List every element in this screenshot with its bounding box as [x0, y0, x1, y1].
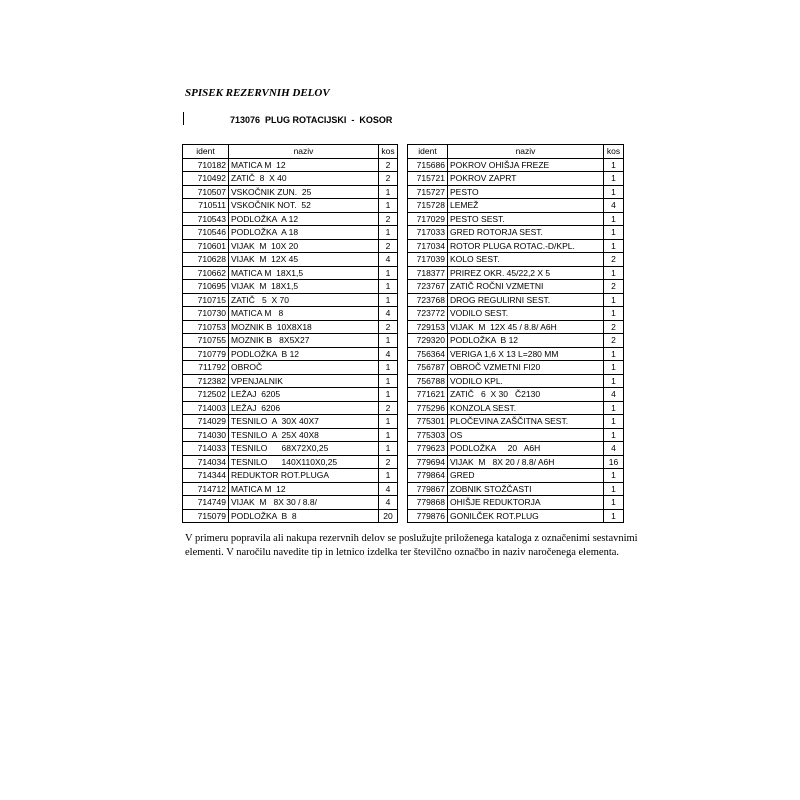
- part-ident-cell: 779867: [408, 482, 448, 496]
- part-name-cell: PODLOŽKA A 12: [229, 212, 379, 226]
- part-name-cell: PODLOŽKA B 12: [229, 347, 379, 361]
- part-quantity-cell: 1: [604, 347, 624, 361]
- table-row: [408, 482, 624, 496]
- part-ident-cell: 710546: [183, 226, 229, 240]
- part-quantity-cell: 1: [379, 374, 398, 388]
- part-quantity-cell: 2: [604, 253, 624, 267]
- table-row: [408, 158, 624, 172]
- part-quantity-cell: 1: [604, 509, 624, 523]
- part-quantity-cell: 2: [604, 320, 624, 334]
- part-ident-cell: 779623: [408, 442, 448, 456]
- part-quantity-cell: 16: [604, 455, 624, 469]
- parts-table-right: [407, 144, 624, 523]
- part-quantity-cell: 2: [604, 280, 624, 294]
- part-quantity-cell: 1: [604, 266, 624, 280]
- part-name-cell: VODILO SEST.: [448, 307, 604, 321]
- part-quantity-cell: 1: [379, 334, 398, 348]
- table-row: [183, 293, 398, 307]
- part-ident-cell: 714003: [183, 401, 229, 415]
- part-name-cell: MOZNIK B 8X5X27: [229, 334, 379, 348]
- table-row: [408, 266, 624, 280]
- part-ident-cell: 717029: [408, 212, 448, 226]
- part-quantity-cell: 1: [379, 226, 398, 240]
- part-name-cell: PODLOŽKA A 18: [229, 226, 379, 240]
- table-row: [183, 442, 398, 456]
- part-name-cell: OHIŠJE REDUKTORJA: [448, 496, 604, 510]
- part-ident-cell: 715727: [408, 185, 448, 199]
- part-quantity-cell: 1: [379, 361, 398, 375]
- part-ident-cell: 710730: [183, 307, 229, 321]
- part-name-cell: VERIGA 1,6 X 13 L=280 MM: [448, 347, 604, 361]
- part-name-cell: MATICA M 12: [229, 482, 379, 496]
- part-ident-cell: 710543: [183, 212, 229, 226]
- table-row: [183, 415, 398, 429]
- part-name-cell: REDUKTOR ROT.PLUGA: [229, 469, 379, 483]
- part-name-cell: KONZOLA SEST.: [448, 401, 604, 415]
- part-name-cell: VIJAK M 10X 20: [229, 239, 379, 253]
- table-row: [408, 469, 624, 483]
- part-name-cell: ROTOR PLUGA ROTAC.-D/KPL.: [448, 239, 604, 253]
- part-name-cell: ZOBNIK STOŽČASTI: [448, 482, 604, 496]
- table-row: [408, 239, 624, 253]
- table-row: [183, 347, 398, 361]
- table-row: [408, 226, 624, 240]
- part-quantity-cell: 1: [379, 266, 398, 280]
- part-ident-cell: 779868: [408, 496, 448, 510]
- part-quantity-cell: 2: [379, 172, 398, 186]
- part-ident-cell: 710507: [183, 185, 229, 199]
- part-ident-cell: 714712: [183, 482, 229, 496]
- part-ident-cell: 775303: [408, 428, 448, 442]
- part-ident-cell: 779876: [408, 509, 448, 523]
- part-quantity-cell: 1: [604, 374, 624, 388]
- part-name-cell: KOLO SEST.: [448, 253, 604, 267]
- part-quantity-cell: 4: [604, 442, 624, 456]
- part-quantity-cell: 1: [604, 469, 624, 483]
- part-ident-cell: 711792: [183, 361, 229, 375]
- table-row: [408, 172, 624, 186]
- part-ident-cell: 714344: [183, 469, 229, 483]
- part-quantity-cell: 2: [379, 455, 398, 469]
- product-subtitle: 713076 PLUG ROTACIJSKI - KOSOR: [230, 115, 393, 125]
- part-ident-cell: 710715: [183, 293, 229, 307]
- part-name-cell: ZATIČ ROČNI VZMETNI: [448, 280, 604, 294]
- column-header-ident: ident: [183, 145, 229, 159]
- part-name-cell: OBROČ VZMETNI FI20: [448, 361, 604, 375]
- part-quantity-cell: 4: [379, 307, 398, 321]
- part-quantity-cell: 4: [604, 199, 624, 213]
- part-quantity-cell: 2: [604, 334, 624, 348]
- part-ident-cell: 715721: [408, 172, 448, 186]
- part-ident-cell: 710182: [183, 158, 229, 172]
- part-ident-cell: 756788: [408, 374, 448, 388]
- part-name-cell: ZATIČ 5 X 70: [229, 293, 379, 307]
- ordering-note: V primeru popravila ali nakupa rezervnih delov se poslužujte priloženega kataloga z označenimi sestavnimi elementi. V naročilu navedite tip in letnico izdelka ter številčno označbo in naziv naročenega elementa.: [185, 533, 638, 558]
- part-quantity-cell: 1: [379, 293, 398, 307]
- part-ident-cell: 715728: [408, 199, 448, 213]
- part-ident-cell: 714033: [183, 442, 229, 456]
- part-quantity-cell: 1: [604, 185, 624, 199]
- part-quantity-cell: 2: [379, 320, 398, 334]
- part-quantity-cell: 1: [604, 172, 624, 186]
- part-quantity-cell: 2: [379, 212, 398, 226]
- part-name-cell: VSKOČNIK NOT. 52: [229, 199, 379, 213]
- table-row: [408, 415, 624, 429]
- part-name-cell: MATICA M 12: [229, 158, 379, 172]
- part-quantity-cell: 1: [604, 158, 624, 172]
- part-quantity-cell: 1: [604, 226, 624, 240]
- part-name-cell: LEŽAJ 6205: [229, 388, 379, 402]
- part-quantity-cell: 1: [379, 280, 398, 294]
- part-name-cell: PODLOŽKA B 8: [229, 509, 379, 523]
- part-ident-cell: 710755: [183, 334, 229, 348]
- table-row: [408, 361, 624, 375]
- table-row: [183, 428, 398, 442]
- table-row: [183, 496, 398, 510]
- part-ident-cell: 712502: [183, 388, 229, 402]
- part-name-cell: TESNILO 140X110X0,25: [229, 455, 379, 469]
- part-quantity-cell: 4: [379, 482, 398, 496]
- column-header-kos: kos: [379, 145, 398, 159]
- parts-table-left: [182, 144, 398, 523]
- part-ident-cell: 717033: [408, 226, 448, 240]
- table-row: [408, 293, 624, 307]
- part-name-cell: VIJAK M 12X 45 / 8.8/ A6H: [448, 320, 604, 334]
- part-name-cell: DROG REGULIRNI SEST.: [448, 293, 604, 307]
- part-ident-cell: 710601: [183, 239, 229, 253]
- part-quantity-cell: 1: [604, 307, 624, 321]
- table-row: [183, 469, 398, 483]
- part-name-cell: PODLOŽKA B 12: [448, 334, 604, 348]
- table-row: [408, 212, 624, 226]
- part-name-cell: PESTO: [448, 185, 604, 199]
- part-ident-cell: 729320: [408, 334, 448, 348]
- part-name-cell: VIJAK M 8X 20 / 8.8/ A6H: [448, 455, 604, 469]
- table-row: [183, 334, 398, 348]
- column-header-ident: ident: [408, 145, 448, 159]
- table-row: [408, 199, 624, 213]
- table-row: [183, 226, 398, 240]
- part-ident-cell: 715686: [408, 158, 448, 172]
- part-ident-cell: 718377: [408, 266, 448, 280]
- part-ident-cell: 771621: [408, 388, 448, 402]
- table-row: [408, 280, 624, 294]
- part-name-cell: LEŽAJ 6206: [229, 401, 379, 415]
- part-ident-cell: 729153: [408, 320, 448, 334]
- part-quantity-cell: 4: [379, 347, 398, 361]
- part-name-cell: PLOČEVINA ZAŠČITNA SEST.: [448, 415, 604, 429]
- part-name-cell: POKROV OHIŠJA FREZE: [448, 158, 604, 172]
- page-title: SPISEK REZERVNIH DELOV: [185, 87, 330, 99]
- table-header-row: [408, 145, 624, 159]
- part-name-cell: GONILČEK ROT.PLUG: [448, 509, 604, 523]
- part-name-cell: VPENJALNIK: [229, 374, 379, 388]
- table-row: [183, 266, 398, 280]
- part-quantity-cell: 1: [379, 428, 398, 442]
- table-header-row: [183, 145, 398, 159]
- table-row: [183, 185, 398, 199]
- part-name-cell: OBROČ: [229, 361, 379, 375]
- table-row: [183, 158, 398, 172]
- table-row: [183, 307, 398, 321]
- part-quantity-cell: 4: [379, 496, 398, 510]
- part-ident-cell: 723767: [408, 280, 448, 294]
- part-ident-cell: 714030: [183, 428, 229, 442]
- table-row: [183, 280, 398, 294]
- part-ident-cell: 710511: [183, 199, 229, 213]
- part-name-cell: PODLOŽKA 20 A6H: [448, 442, 604, 456]
- part-quantity-cell: 1: [604, 415, 624, 429]
- table-row: [408, 347, 624, 361]
- table-row: [183, 509, 398, 523]
- part-quantity-cell: 1: [604, 239, 624, 253]
- part-name-cell: PESTO SEST.: [448, 212, 604, 226]
- part-name-cell: MATICA M 18X1,5: [229, 266, 379, 280]
- part-quantity-cell: 2: [379, 239, 398, 253]
- part-ident-cell: 710628: [183, 253, 229, 267]
- table-row: [408, 374, 624, 388]
- part-quantity-cell: 2: [379, 401, 398, 415]
- column-header-naziv: naziv: [229, 145, 379, 159]
- table-row: [183, 388, 398, 402]
- table-row: [408, 320, 624, 334]
- part-name-cell: VSKOČNIK ZUN. 25: [229, 185, 379, 199]
- part-name-cell: TESNILO A 30X 40X7: [229, 415, 379, 429]
- table-row: [408, 307, 624, 321]
- table-row: [183, 401, 398, 415]
- part-quantity-cell: 1: [379, 199, 398, 213]
- part-ident-cell: 714029: [183, 415, 229, 429]
- part-quantity-cell: 4: [604, 388, 624, 402]
- table-row: [408, 496, 624, 510]
- part-quantity-cell: 1: [379, 388, 398, 402]
- part-name-cell: VIJAK M 12X 45: [229, 253, 379, 267]
- table-row: [183, 374, 398, 388]
- part-quantity-cell: 1: [604, 496, 624, 510]
- table-row: [183, 172, 398, 186]
- column-header-naziv: naziv: [448, 145, 604, 159]
- part-ident-cell: 710492: [183, 172, 229, 186]
- part-ident-cell: 717034: [408, 239, 448, 253]
- part-quantity-cell: 4: [379, 253, 398, 267]
- table-row: [183, 239, 398, 253]
- part-ident-cell: 717039: [408, 253, 448, 267]
- part-ident-cell: 710695: [183, 280, 229, 294]
- table-row: [408, 442, 624, 456]
- part-ident-cell: 714034: [183, 455, 229, 469]
- part-quantity-cell: 1: [379, 469, 398, 483]
- part-quantity-cell: 1: [604, 482, 624, 496]
- part-quantity-cell: 2: [379, 158, 398, 172]
- table-row: [408, 388, 624, 402]
- part-quantity-cell: 1: [604, 428, 624, 442]
- part-name-cell: LEMEŽ: [448, 199, 604, 213]
- part-name-cell: ZATIČ 6 X 30 Č2130: [448, 388, 604, 402]
- table-row: [183, 455, 398, 469]
- table-row: [183, 482, 398, 496]
- part-ident-cell: 710779: [183, 347, 229, 361]
- part-name-cell: MATICA M 8: [229, 307, 379, 321]
- part-name-cell: MOZNIK B 10X8X18: [229, 320, 379, 334]
- part-name-cell: VIJAK M 8X 30 / 8.8/: [229, 496, 379, 510]
- part-quantity-cell: 1: [379, 442, 398, 456]
- table-row: [183, 361, 398, 375]
- part-name-cell: VODILO KPL.: [448, 374, 604, 388]
- part-ident-cell: 710662: [183, 266, 229, 280]
- part-name-cell: OS: [448, 428, 604, 442]
- part-name-cell: ZATIČ 8 X 40: [229, 172, 379, 186]
- table-row: [183, 253, 398, 267]
- table-row: [408, 455, 624, 469]
- part-name-cell: GRED: [448, 469, 604, 483]
- part-name-cell: GRED ROTORJA SEST.: [448, 226, 604, 240]
- part-ident-cell: 775301: [408, 415, 448, 429]
- part-ident-cell: 715079: [183, 509, 229, 523]
- column-header-kos: kos: [604, 145, 624, 159]
- table-row: [408, 185, 624, 199]
- part-ident-cell: 712382: [183, 374, 229, 388]
- table-row: [183, 320, 398, 334]
- part-ident-cell: 756364: [408, 347, 448, 361]
- table-row: [408, 334, 624, 348]
- part-ident-cell: 710753: [183, 320, 229, 334]
- part-quantity-cell: 1: [379, 415, 398, 429]
- part-ident-cell: 723772: [408, 307, 448, 321]
- subtitle-divider: [183, 112, 184, 125]
- part-name-cell: TESNILO A 25X 40X8: [229, 428, 379, 442]
- part-ident-cell: 714749: [183, 496, 229, 510]
- part-name-cell: PRIREZ OKR. 45/22,2 X 5: [448, 266, 604, 280]
- part-ident-cell: 756787: [408, 361, 448, 375]
- part-quantity-cell: 20: [379, 509, 398, 523]
- table-row: [408, 509, 624, 523]
- table-row: [408, 253, 624, 267]
- table-row: [183, 212, 398, 226]
- part-name-cell: TESNILO 68X72X0,25: [229, 442, 379, 456]
- part-ident-cell: 779864: [408, 469, 448, 483]
- part-name-cell: VIJAK M 18X1,5: [229, 280, 379, 294]
- part-quantity-cell: 1: [379, 185, 398, 199]
- table-row: [183, 199, 398, 213]
- part-quantity-cell: 1: [604, 361, 624, 375]
- part-quantity-cell: 1: [604, 401, 624, 415]
- table-row: [408, 428, 624, 442]
- part-name-cell: POKROV ZAPRT: [448, 172, 604, 186]
- table-row: [408, 401, 624, 415]
- part-ident-cell: 723768: [408, 293, 448, 307]
- part-quantity-cell: 1: [604, 212, 624, 226]
- part-ident-cell: 779694: [408, 455, 448, 469]
- part-quantity-cell: 1: [604, 293, 624, 307]
- part-ident-cell: 775296: [408, 401, 448, 415]
